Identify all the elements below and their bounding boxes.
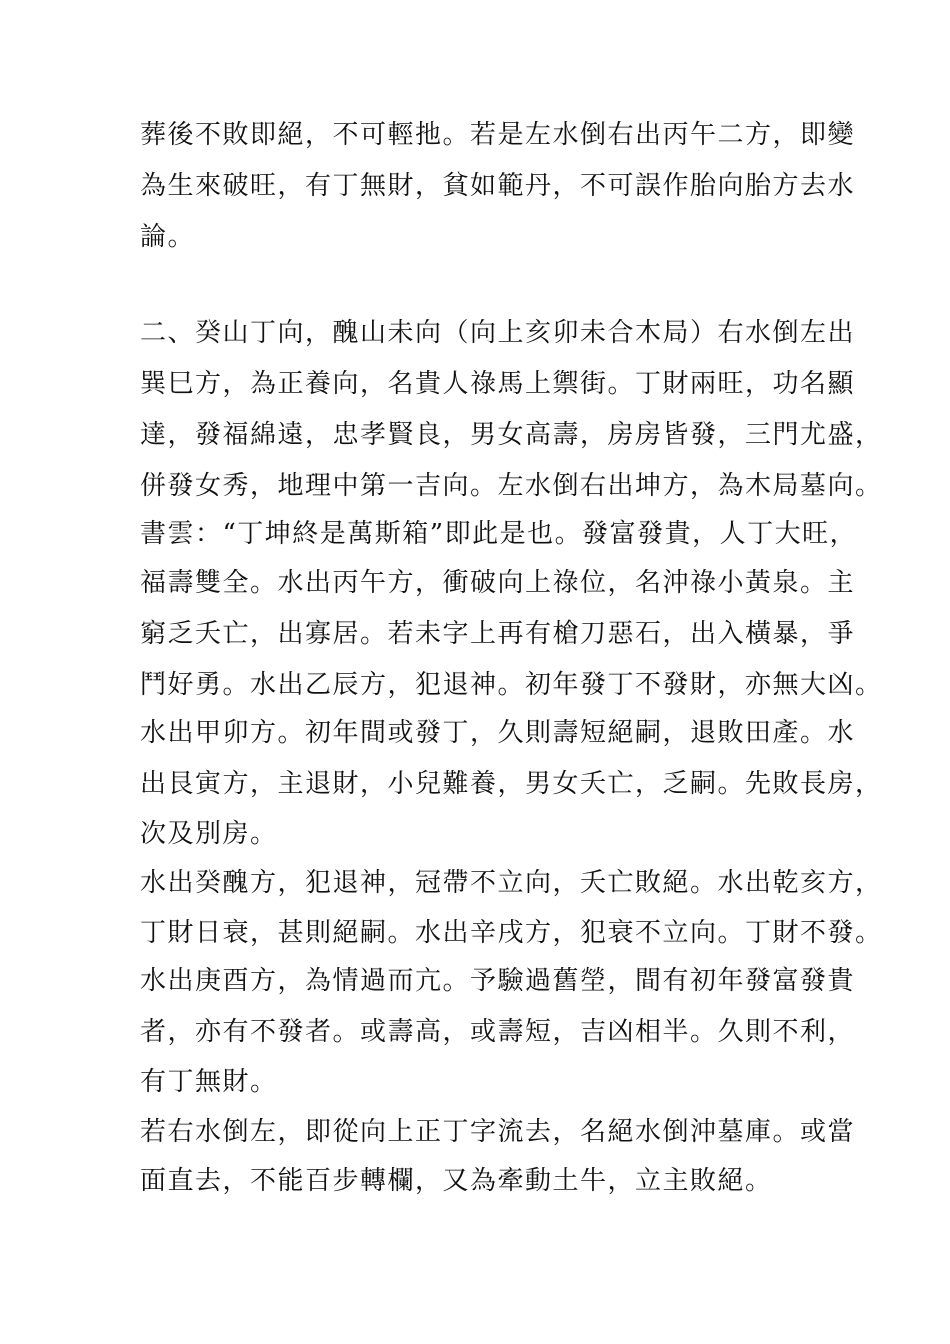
text-line: 面直去，不能百步轉欄，又為牽動土牛，立主敗絕。 [140,1166,773,1196]
text-line: 丁財日衰，甚則絕嗣。水出辛戌方，犯衰不立向。丁財不發。 [140,918,883,948]
text-line: 葬後不敗即絕，不可輕扡。若是左水倒右出丙午二方，即變 [140,120,856,150]
text-line: 次及別房。 [140,819,278,849]
text-line: 巽巳方，為正養向，名貴人祿馬上禦街。丁財兩旺，功名顯 [140,369,856,399]
text-line: 者，亦有不發者。或壽高，或壽短，吉凶相半。久則不利， [140,1017,856,1047]
text-line: 水出庚酉方，為情過而亢。予驗過舊塋，間有初年發富發貴 [140,966,856,996]
text-line: 併發女秀，地理中第一吉向。左水倒右出坤方，為木局墓向。 [140,471,883,501]
text-line: 水出甲卯方。初年間或發丁，久則壽短絕嗣，退敗田產。水 [140,718,856,748]
text-line: 福壽雙全。水出丙午方，衝破向上祿位，名沖祿小黃泉。主 [140,568,856,598]
text-line: 水出癸醜方，犯退神，冠帶不立向，夭亡敗絕。水出乾亥方， [140,868,883,898]
text-line: 出艮寅方，主退財，小兒難養，男女夭亡，乏嗣。先敗長房， [140,769,883,799]
text-line: 達，發福綿遠，忠孝賢良，男女高壽，房房皆發，三門尤盛， [140,420,883,450]
text-line: 有丁無財。 [140,1067,278,1097]
text-line: 為生來破旺，有丁無財，貧如範丹，不可誤作胎向胎方去水 [140,171,856,201]
text-line: 鬥好勇。水出乙辰方，犯退神。初年發丁不發財，亦無大凶。 [140,670,883,700]
text-line: 若右水倒左，即從向上正丁字流去，名絕水倒沖墓庫。或當 [140,1117,856,1147]
text-line: 窮乏夭亡，出寡居。若未字上再有槍刀惡石，出入橫暴，爭 [140,619,856,649]
text-line: 書雲：“丁坤終是萬斯箱”即此是也。發富發貴，人丁大旺， [140,519,858,549]
text-line: 二、癸山丁向，醜山未向（向上亥卯未合木局）右水倒左出 [140,318,856,348]
text-line: 論。 [140,222,196,252]
